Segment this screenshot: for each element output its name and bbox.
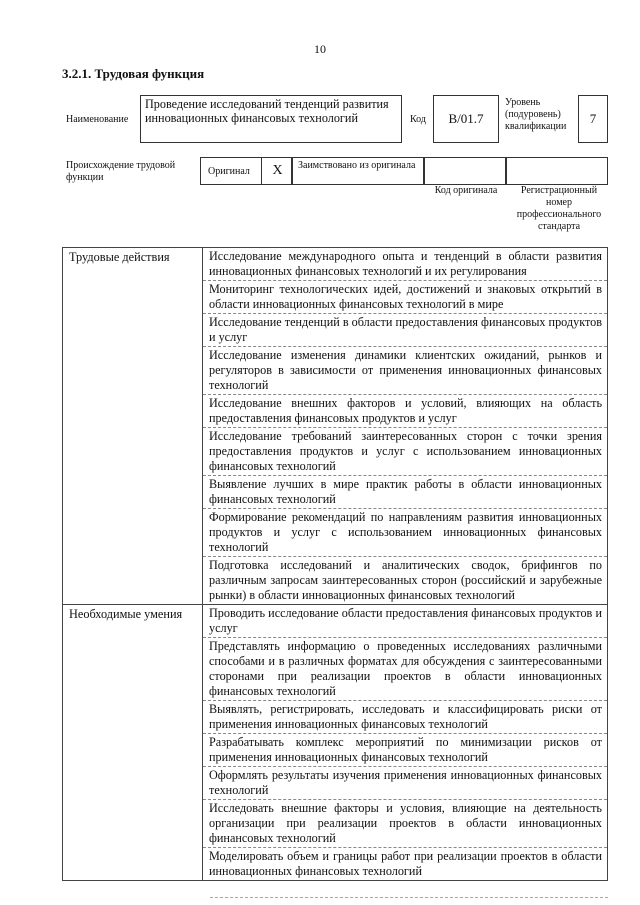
table-cell: Исследовать внешние факторы и условия, влияющие на деятельность организации при реализации проектов в области инновационных финансовых технологий	[203, 800, 607, 848]
table-cell: Выявление лучших в мире практик работы в области инновационных финансовых технологий	[203, 476, 607, 509]
table-cell: Проводить исследование области предоставления финансовых продуктов и услуг	[203, 605, 607, 638]
function-name: Проведение исследований тенденций развития инновационных финансовых технологий	[140, 95, 402, 143]
original-mark: X	[261, 158, 293, 184]
table-cell: Выявлять, регистрировать, исследовать и классифицировать риски от применения инновационных финансовых технологий	[203, 701, 607, 734]
original-box	[200, 157, 292, 185]
qualification-level: 7	[578, 95, 608, 143]
table-cell: Исследование требований заинтересованных сторон с точки зрения предоставления продуктов и услуг с использованием инновационных финансовых технологий	[203, 428, 607, 476]
origin-code-box	[424, 157, 506, 185]
group-items	[203, 605, 608, 880]
borrowed-box: Заимствовано из оригинала	[292, 157, 424, 185]
level-label: Уровень (подуровень) квалификации	[505, 97, 567, 132]
origin-code-caption: Код оригинала	[434, 185, 498, 196]
reg-number-box	[506, 157, 608, 185]
table-cell: Исследование внешних факторов и условий, влияющих на область предоставления финансовых продуктов и услуг	[203, 395, 607, 428]
table-cell: Исследование тенденций в области предоставления финансовых продуктов и услуг	[203, 314, 607, 347]
table-cell: Разрабатывать комплекс мероприятий по минимизации рисков от применения инновационных финансовых технологий	[203, 734, 607, 767]
function-code: B/01.7	[433, 95, 499, 143]
group-label: Необходимые умения	[62, 605, 203, 880]
table-cell: Оформлять результаты изучения применения инновационных финансовых технологий	[203, 767, 607, 800]
function-table	[62, 247, 608, 881]
group-labor-actions	[62, 247, 608, 605]
group-required-skills	[62, 605, 608, 881]
table-cell: Моделировать объем и границы работ при реализации проектов в области инновационных финансовых технологий	[209, 849, 602, 878]
scan-bottom-line	[210, 897, 608, 898]
table-cell: Подготовка исследований и аналитических сводок, брифингов по различным запросам заинтересованных сторон (российский и зарубежные рынки) в области инновационных финансовых технологий	[209, 558, 602, 602]
table-cell: Исследование изменения динамики клиентских ожиданий, рынков и регуляторов в зависимости от применения инновационных финансовых технологий	[203, 347, 607, 395]
table-cell: Мониторинг технологических идей, достижений и знаковых открытий в области инновационных финансовых технологий в мире	[203, 281, 607, 314]
table-cell: Представлять информацию о проведенных исследованиях различными способами и в различных форматах для обсуждения с заинтересованными сторонами при реализации проектов в области инновационных финансовых технологий	[203, 638, 607, 701]
group-label: Трудовые действия	[62, 248, 203, 604]
original-label: Оригинал	[208, 166, 250, 177]
table-cell: Формирование рекомендаций по направлениям развития инновационных продуктов и услуг с использованием инновационных финансовых технологий	[203, 509, 607, 557]
table-cell: Исследование международного опыта и тенденций в области развития инновационных финансовых технологий и их регулирования	[203, 248, 607, 281]
code-label: Код	[410, 114, 426, 125]
origin-label: Происхождение трудовой функции	[66, 160, 176, 183]
reg-number-caption: Регистрационный номер профессионального стандарта	[516, 185, 602, 232]
section-title: 3.2.1. Трудовая функция	[62, 66, 205, 81]
name-label: Наименование	[66, 114, 129, 125]
group-items	[203, 248, 608, 604]
page-number: 10	[314, 42, 326, 56]
